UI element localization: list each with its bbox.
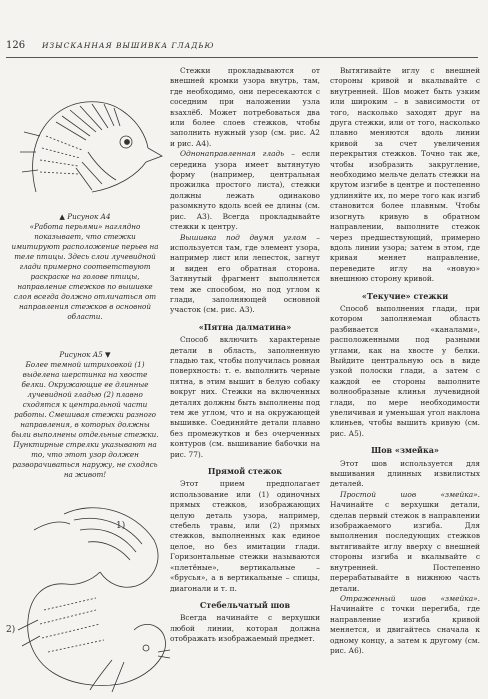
heading-flowing-stitches: «Текучие» стежки (361, 290, 449, 301)
right-paragraph-3: Этот шов используется для вышивания длинных извилистых деталей. (330, 458, 480, 489)
middle-paragraph-2 (170, 149, 320, 232)
right-paragraph-4 (330, 490, 480, 594)
middle-paragraph-5: Этот прием предполагает использование или (1) одиночных прямых стежков, изображающих целую деталь узора, например, стебель травы, или (2) прямых стежков, выполненных как единое целое, но без имитации глади. Горизонтальные стежки называются «плетёные», вертикальные – «брусья», а в вертикальные – спицы, диагонали и т. п. (170, 479, 320, 593)
header-rule (6, 57, 478, 58)
caption-a5-title: Рисунок А5 ▼ (59, 350, 111, 359)
page-header (6, 40, 476, 54)
right-paragraph-4-body: Начинайте с верхушки детали, сделав первый стежок в направлении изображаемого изгиба. Для выполнения последующих стежков вытягивайте иглу вверху с внешней стороны изгиба и вкалывайте с внутренней. Постепенно перерабатывайте в нижнюю часть детали. (330, 500, 480, 593)
middle-paragraph-2-lead: Однонаправленная гладь (180, 149, 285, 159)
bird-illustration (16, 92, 166, 208)
right-paragraph-2: Способ выполнения глади, при котором заполняемая область разбивается «каналами», расположенными под разными углами, как на хвосте у белки. Выйдите центральную ось в виде узкой полоски глади, а затем с каждой ее стороны выполните волнообразные клинья лучевидной глади, по мере необходимости увеличивая и уменьшая угол наклона клиньев, чтобы вышить кривую (см. рис. А5). (330, 303, 480, 438)
right-paragraph-1: Вытягивайте иглу с внешней стороны кривой и вкалывайте с внутренней. Шов может быть узким или широким – в зависимости от того, насколько заходят друг на друга стежки, или от того, насколько плавно меняются вдоль линии кривой за счет увеличения перекрытия стежков. Точно так же, чтобы изобразить закругление, необходимо мельче делать стежки на крутом изгибе в центре и постепенно удлиняйте их, по мере того как изгиб становится более плавным. Чтобы изогнуть кривую в обратном направлении, выполните стежок через предшествующий, примерно вдоль линии узора; затем в этом, где кривая меняет направление, переведите иглу на «новую» внешнюю сторону кривой. (330, 66, 480, 284)
squirrel-illustration (4, 500, 172, 696)
middle-paragraph-4: Способ включить характерные детали в область, заполненную гладью так, чтобы получилась ровная поверхность: т. е. выполнить черные пятна, в этим вышит в белую собаку вокруг них. Стежки на включенных деталях должны быть выполнены под тем же углом, что и на окружающей вышивке. Соединяйте детали плавно без промежутков и без очерченных контуров (см. вышивание бабочки на рис. 77). (170, 335, 320, 459)
heading-dalmatian-spots: «Пятна далматина» (198, 321, 292, 332)
middle-column (170, 66, 320, 645)
middle-paragraph-3-lead: Вышивка под двумя углом (180, 232, 307, 242)
heading-straight-stitch: Прямой стежок (207, 466, 283, 477)
middle-paragraph-2-body: – если середина узора имеет вытянутую форму (например, центральная прожилка простого листа), стежки должны лежать одинаково разомкнуто вдоль всей ее длины (см. рис. А3). Всегда прокладывайте стежки к центру. (170, 149, 321, 232)
middle-paragraph-3-body: – используется там, где элемент узора, например лист или лепесток, загнут и виден его обратная сторона. Затянутый фрагмент выполняется тем же способом, но под углом к глади, заполняющей основной участок (см. рис. А3). (170, 232, 321, 315)
caption-a4 (10, 212, 160, 322)
heading-stem-stitch: Стебельчатый шов (199, 599, 291, 610)
right-paragraph-5 (330, 594, 480, 656)
caption-a4-text: «Работа перьями» наглядно показывает, что стежки имитируют расположение перьев на теле птицы. Здесь слои лучевидной глади примерно соответствуют раскраске на голове птицы, направление стежков по вышивке слоя всегда должно отличаться от направления стежков в основной области. (11, 222, 159, 321)
caption-a5-text: Более темной штриховкой (1) выделена шерстинка на хвосте белки. Окружающие ее длинные лучевидной гладью (2) плавно сходятся к центральной части работы. Смешивая стежки разного направления, в которых должны были выполнены отдельные стежки. Пунктирные стрелки указывают на то, что этот узор должен разворачиваться наружу, не сходясь на живот! (11, 360, 159, 479)
heading-snake-stitch: Шов «змейка» (371, 445, 439, 456)
right-paragraph-5-lead: Отраженный шов «змейка». (340, 593, 480, 603)
caption-a4-title: ▲ Рисунок А4 (59, 212, 111, 221)
running-title: ИЗЫСКАННАЯ ВЫШИВКА ГЛАДЬЮ (42, 41, 215, 50)
right-paragraph-5-body: Начинайте с точки перегиба, где направление изгиба кривой меняется, и двигайтесь сначала к одному концу, а затем к другому (см. рис. А6). (330, 604, 480, 655)
middle-paragraph-1: Стежки прокладываются от внешней кромки узора внутрь, там, где необходимо, они пересекаются с соседним при наложении узла взахлёб. Может потребоваться два или более слоев стежков, чтобы заполнить нужный узор (см. рис. А2 и рис. А4). (170, 66, 320, 148)
figure-label-1: 1) (116, 521, 126, 531)
figure-label-2: 2) (6, 625, 16, 635)
caption-a5 (10, 350, 160, 480)
right-column (330, 66, 480, 656)
middle-paragraph-6: Всегда начинайте с верхушки любой линии, которая должна отображать изображаемый предмет. (170, 613, 320, 644)
page-number: 126 (6, 40, 26, 51)
middle-paragraph-3 (170, 233, 320, 316)
right-paragraph-4-lead: Простой шов «змейка». (340, 489, 480, 499)
